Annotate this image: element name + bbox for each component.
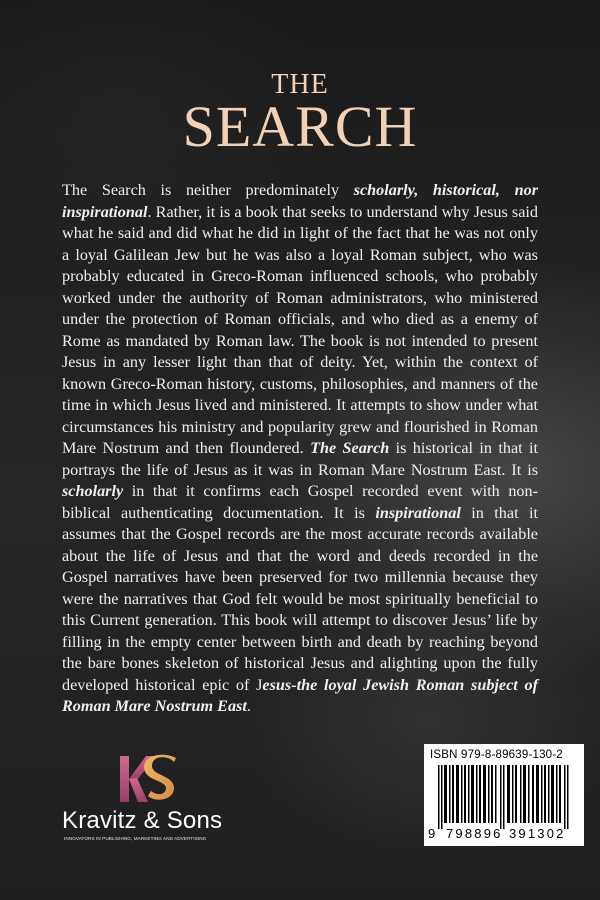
isbn-label: ISBN 979-8-89639-130-2	[430, 749, 563, 761]
barcode-icon	[430, 765, 578, 829]
blurb-emphasis: The Search	[310, 439, 390, 457]
barcode-lead-digit: 9	[428, 826, 436, 841]
blurb-emphasis: scholarly, historical, nor inspirational	[62, 181, 538, 221]
publisher-logo	[62, 752, 252, 852]
blurb-text: in that it assumes that the Gospel records are the most accurate records available about the life of Jesus and that the word and deeds recorded in the Gospel narratives have been preserved for two millennia because they were the narratives that God felt would be most spiritually beneficial to this Current generation. This book will attempt to discover Jesus’ life by filling in the empty center between birth and death by reaching beyond the bare bones skeleton of historical Jesus and alighting upon the fully developed historical epic of J	[62, 503, 538, 694]
barcode-right-digits: 391302	[509, 826, 566, 841]
blurb-emphasis: scholarly	[62, 482, 124, 500]
title-search: SEARCH	[182, 94, 418, 159]
barcode-left-digits: 798896	[446, 826, 503, 841]
blurb-text: The Search is neither predominately	[62, 181, 354, 199]
ks-monogram-icon	[116, 752, 180, 808]
blurb-text: . Rather, it is a book that seeks to understand why Jesus said what he said and did what he did in light of the fact that he was not only a loyal Galilean Jew but he was also a loyal Roman subject, who was probably educated in Greco-Roman influenced schools, who probably worked under the authority of Roman administrators, who ministered under the protection of Roman officials, and who died as a enemy of Rome as mandated by Roman law. The book is not intended to present Jesus in any lesser light than that of deity. Yet, within the context of known Greco-Roman history, customs, philosophies, and manners of the time in which Jesus lived and ministered. It attempts to show under what circumstances his ministry and popularity grew and flourished in Roman Mare Nostrum and then floundered.	[62, 202, 538, 457]
isbn-barcode	[424, 744, 584, 846]
title-the: THE	[271, 69, 329, 100]
publisher-tagline: INNOVATORS IN PUBLISHING, MARKETING AND ADVERTISING	[64, 836, 207, 841]
blurb-text: in that it confirms each Gospel recorded event with non-biblical authenticating documentation. It is	[62, 482, 538, 522]
book-title	[0, 70, 600, 158]
back-cover-blurb	[62, 180, 538, 718]
blurb-text: .	[246, 697, 251, 715]
publisher-name: Kravitz & Sons	[62, 807, 223, 834]
blurb-emphasis: esus-the loyal Jewish Roman subject of Roman Mare Nostrum East	[62, 675, 538, 715]
blurb-text: is historical in that it portrays the life of Jesus as it was in Roman Mare Nostrum East. It is	[62, 439, 539, 479]
blurb-emphasis: inspirational	[375, 503, 461, 522]
